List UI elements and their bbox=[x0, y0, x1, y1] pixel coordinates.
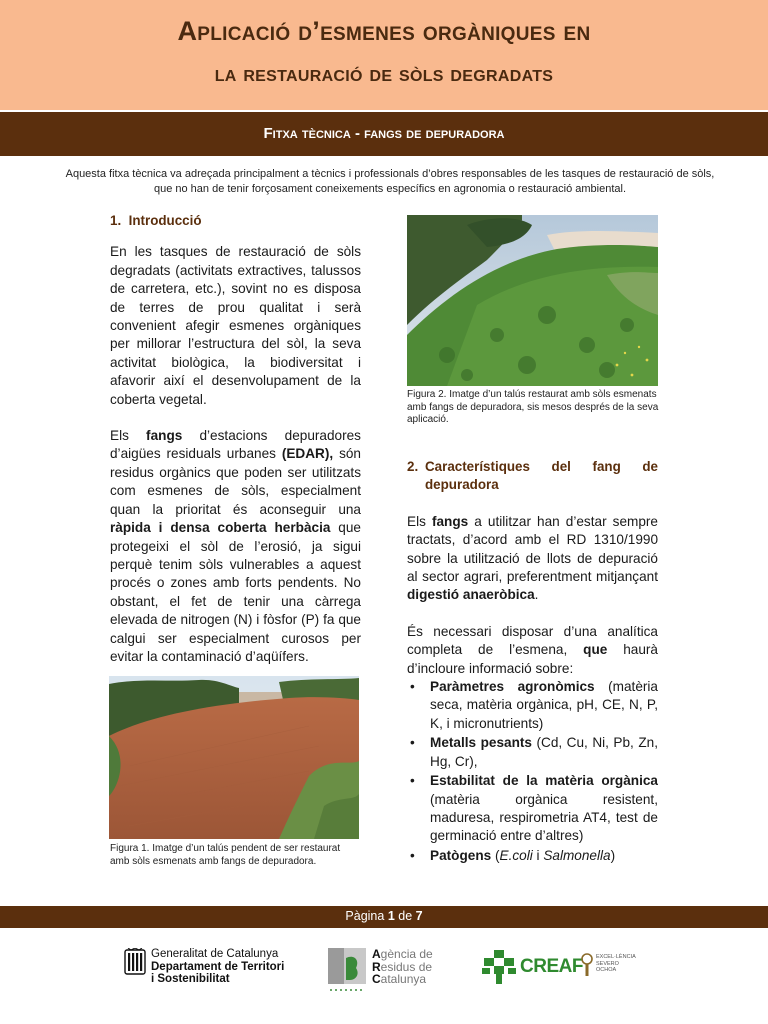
list-item bbox=[407, 847, 658, 865]
intro-paragraph: Aquesta fitxa tècnica va adreçada principalment a tècnics i professionals d’obres responsables de les tasques de restauració de sòls, que no han de tenir forçosament coneixements específics en agronomia o restauració ambiental. bbox=[65, 168, 715, 195]
severo-ochoa-text bbox=[596, 954, 636, 974]
section-2-paragraph-2 bbox=[407, 623, 658, 678]
text-run: haurà d’incloure informació sobre: bbox=[407, 642, 658, 676]
generalitat-line-2: Departament de Territori bbox=[151, 960, 285, 973]
text-run-bold: ràpida i densa coberta herbàcia bbox=[110, 520, 331, 536]
arc-word: esidus de bbox=[380, 959, 433, 974]
severo-ochoa-logo bbox=[580, 952, 636, 983]
figure-2-caption-text: Imatge d’un talús restaurat amb sòls esmenats amb fangs de depuradora, sis mesos després de la seva aplicació. bbox=[407, 389, 659, 425]
list-item bbox=[407, 678, 658, 733]
text-run-bold: que bbox=[583, 642, 608, 658]
analysis-requirements-list bbox=[407, 678, 658, 865]
document-subtitle: Fitxa tècnica - fangs de depuradora bbox=[263, 125, 505, 142]
text-run: Els bbox=[407, 513, 432, 529]
section-2-title: Característiques del fang de depuradora bbox=[425, 459, 658, 493]
text-run-bold: (EDAR), bbox=[281, 446, 334, 462]
list-item bbox=[407, 772, 658, 846]
figure-2-caption bbox=[407, 389, 659, 427]
creaf-logo bbox=[482, 950, 583, 989]
figure-1-photo bbox=[109, 676, 359, 839]
arc-logo bbox=[326, 944, 433, 999]
page-indicator bbox=[0, 909, 768, 923]
text-run: (matèria seca, matèria orgànica, pH, CE, N, P, K, i micronutrients) bbox=[430, 679, 658, 731]
arc-emblem-icon bbox=[326, 944, 368, 994]
text-run: (Cd, Cu, Ni, Pb, Zn, Hg, Cr), bbox=[430, 735, 658, 769]
severo-ochoa-line-3: OCHOA bbox=[596, 967, 617, 973]
severo-ochoa-line-1: EXCEL·LÈNCIA bbox=[596, 954, 636, 960]
section-2-number: 2. bbox=[407, 459, 419, 474]
arc-word: atalunya bbox=[380, 972, 427, 986]
figure-1-caption bbox=[110, 843, 362, 868]
severo-ochoa-emblem-icon bbox=[580, 952, 594, 978]
text-run: ) bbox=[610, 847, 616, 863]
text-run: . bbox=[534, 587, 539, 603]
text-run-bold: digestió anaeròbica bbox=[407, 587, 535, 603]
severo-ochoa-line-2: SEVERO bbox=[596, 960, 619, 967]
list-item bbox=[407, 734, 658, 771]
section-1-title: Introducció bbox=[128, 213, 202, 228]
logo-strip bbox=[0, 944, 768, 994]
figure-1-label: Figura 1. bbox=[110, 843, 150, 854]
text-run: i bbox=[532, 847, 544, 863]
text-run-bold: Paràmetres agronòmics bbox=[430, 679, 595, 695]
generalitat-logo bbox=[124, 948, 285, 985]
page-prefix: Pàgina bbox=[345, 909, 388, 923]
text-run-bold: fangs bbox=[146, 428, 183, 444]
page-current: 1 bbox=[387, 909, 395, 923]
text-run-italic: E.coli bbox=[499, 847, 533, 863]
left-column bbox=[110, 212, 361, 684]
section-1-heading bbox=[110, 212, 361, 230]
section-1-number: 1. bbox=[110, 213, 122, 228]
text-run-bold: Metalls pesants bbox=[430, 735, 532, 751]
text-run: Els bbox=[110, 428, 147, 444]
text-run: són residus orgànics que poden ser utilitzats com esmenes de sòls, especialment quan la prioritat és aconseguir una bbox=[110, 446, 361, 517]
text-run: ( bbox=[491, 847, 500, 863]
creaf-emblem-icon bbox=[482, 950, 518, 984]
arc-initial: C bbox=[372, 972, 381, 986]
arc-text bbox=[372, 948, 433, 986]
vegetated-slope-image bbox=[407, 215, 658, 386]
figure-2-photo bbox=[407, 215, 658, 386]
bullet-icon: • bbox=[410, 773, 415, 789]
text-run: d’estacions depuradores d’aigües residuals urbanes bbox=[110, 428, 361, 462]
figure-1-caption-text: Imatge d’un talús pendent de ser restaurat amb sòls esmenats amb fangs de depuradora. bbox=[110, 843, 341, 867]
text-run: És necessari disposar d’una analítica completa de l’esmena, bbox=[407, 623, 658, 658]
bullet-icon: • bbox=[410, 847, 415, 863]
generalitat-emblem-icon bbox=[124, 948, 146, 978]
text-run-italic: Salmonella bbox=[543, 847, 611, 863]
section-2-paragraph-1 bbox=[407, 513, 658, 605]
section-2-heading bbox=[407, 458, 658, 495]
generalitat-text bbox=[151, 948, 284, 986]
bare-slope-image bbox=[109, 676, 359, 839]
figure-2-label: Figura 2. bbox=[407, 389, 447, 400]
section-1-paragraph-1: En les tasques de restauració de sòls degradats (activitats extractives, talussos de carretera, etc.), sovint no es disposa de terres de prou qualitat i serà convenient afegir esmenes orgàniques per millorar l’estructura del sòl, la seva activitat biològica, la biodiversitat i afavorir així el desenvolupament de la coberta vegetal. bbox=[110, 244, 361, 407]
bullet-icon: • bbox=[410, 735, 415, 751]
right-column bbox=[407, 458, 658, 866]
arc-word: gència de bbox=[380, 947, 433, 961]
page-total: 7 bbox=[415, 909, 423, 923]
text-run: que protegeixi el sòl de l’erosió, ja sigui perquè tenim sòls vulnerables a aquest procés o zones amb forts pendents. No obstant, el fet de tenir una càrrega elevada de nitrogen (N) i fòsfor (P) fa que calgui ser especialment curosos per evitar la contaminació d’aqüífers. bbox=[110, 520, 361, 664]
text-run-bold: Patògens bbox=[430, 847, 492, 863]
creaf-wordmark: CREAF bbox=[520, 956, 583, 977]
generalitat-line-3: i Sostenibilitat bbox=[151, 973, 230, 985]
document-title-line-2: la restauració de sòls degradats bbox=[214, 60, 554, 86]
document-title-line-1: Aplicació d’esmenes orgàniques en bbox=[177, 16, 591, 46]
generalitat-line-1: Generalitat de Catalunya bbox=[151, 948, 279, 960]
section-1-paragraph-2 bbox=[110, 427, 361, 666]
page-mid: de bbox=[394, 909, 416, 923]
text-run-bold: Estabilitat de la matèria orgànica bbox=[430, 773, 658, 789]
arc-initial: A bbox=[372, 947, 381, 961]
bullet-icon: • bbox=[410, 679, 415, 695]
text-run: (matèria orgànica resistent, maduresa, respirometria AT4, test de germinació entre d’altres) bbox=[430, 791, 658, 844]
text-run: a utilitzar han d’estar sempre tractats, d’acord amb el RD 1310/1990 sobre la utilització de llots de depuració al sector agrari, preferentment mitjançant bbox=[407, 513, 658, 585]
arc-initial: R bbox=[372, 959, 381, 974]
text-run-bold: fangs bbox=[431, 513, 469, 529]
